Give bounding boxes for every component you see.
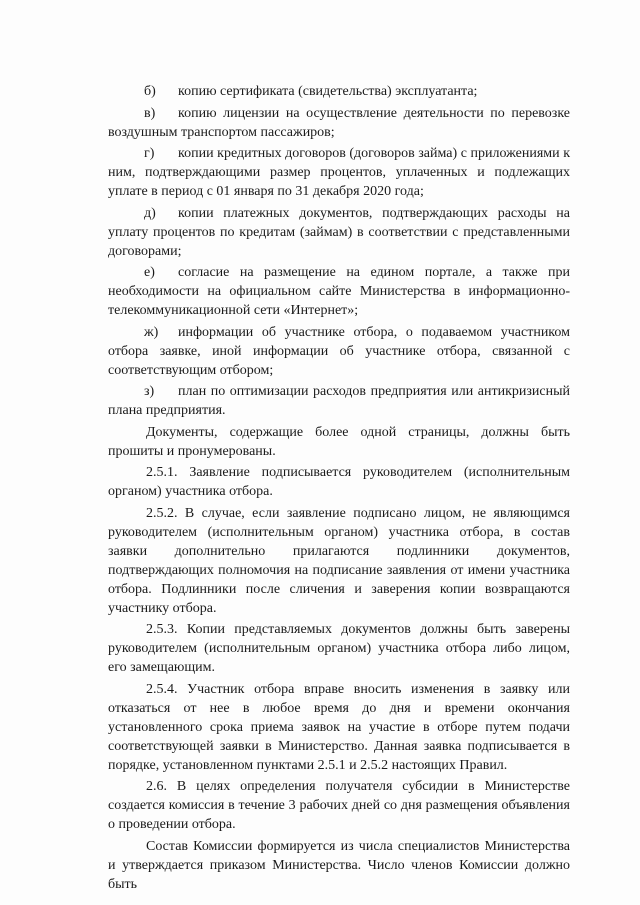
list-item-text: копии кредитных договоров (договоров займа) с приложениями к ним, подтверждающими размер процентов, уплаченных и подлежащих уплате в период с 01 января по 31 декабря 2020 года; (108, 146, 570, 199)
paragraph-2-5-4: 2.5.4. Участник отбора вправе вносить изменения в заявку или отказаться от нее в любое время до дня и времени окончания установленного срока приема заявок на участие в отборе путем подачи соответствующей заявки в Министерство. Данная заявка подписывается в порядке, установленном пунктами 2.5.1 и 2.5.2 настоящих Правил. (108, 681, 570, 773)
paragraph-2-6: 2.6. В целях определения получателя субсидии в Министерстве создается комиссия в течение 3 рабочих дней со дня размещения объявления о проведении отбора. (108, 779, 570, 832)
list-item-label: е) (144, 265, 155, 280)
paragraph-documents: Документы, содержащие более одной страницы, должны быть прошиты и пронумерованы. (108, 424, 570, 459)
list-item-label: в) (144, 105, 156, 121)
list-item-d (108, 204, 570, 261)
list-item-text: информации об участнике отбора, о подаваемом участником отбора заявке, иной информации об участнике отбора, связанной с соответствующим отбором; (108, 324, 570, 378)
list-item-zh (108, 323, 570, 380)
list-item-label: б) (144, 84, 156, 99)
list-item-text: копию лицензии на осуществление деятельности по перевозке воздушным транспортом пассажиров; (108, 105, 570, 140)
list-item-label: ж) (144, 324, 159, 340)
list-item-text: согласие на размещение на едином портале, а также при необходимости на официальном сайте Министерства в информационно-телекоммуникационной сети «Интернет»; (108, 265, 570, 318)
list-item-b (108, 82, 570, 101)
list-item-g (108, 144, 570, 201)
list-item-label: д) (144, 205, 156, 221)
list-item-v (108, 104, 570, 142)
list-item-text: копии платежных документов, подтверждающих расходы на уплату процентов по кредитам (займам) в соответствии с представленными договорами; (108, 205, 570, 259)
paragraph-2-5-1: 2.5.1. Заявление подписывается руководителем (исполнительным органом) участника отбора. (108, 465, 570, 499)
list-item-text: план по оптимизации расходов предприятия или антикризисный плана предприятия. (108, 384, 570, 418)
list-item-label: г) (144, 146, 155, 161)
list-item-e (108, 263, 570, 320)
paragraph-2-5-3: 2.5.3. Копии представляемых документов должны быть заверены руководителем (исполнительным органом) участника отбора либо лицом, его замещающим. (108, 622, 570, 675)
document-body (108, 82, 570, 896)
list-item-z (108, 382, 570, 420)
list-item-text: копию сертификата (свидетельства) эксплуатанта; (178, 84, 478, 99)
paragraph-commission: Состав Комиссии формируется из числа специалистов Министерства и утверждается приказом Министерства. Число членов Комиссии должно быть (108, 838, 570, 892)
paragraph-2-5-2: 2.5.2. В случае, если заявление подписано лицом, не являющимся руководителем (исполнительным органом) участника отбора, в состав заявки дополнительно прилагаются подлинники документов, подтверждающих полномочия на подписание заявления от имени участника отбора. Подлинники после сличения и заверения копии возвращаются участнику отбора. (108, 505, 570, 616)
list-item-label: з) (144, 384, 155, 399)
